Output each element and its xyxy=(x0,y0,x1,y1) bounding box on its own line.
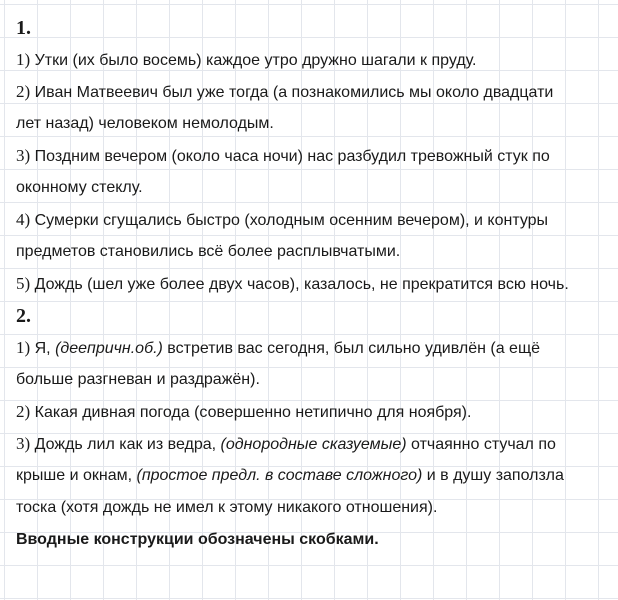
section-1-item-5 xyxy=(16,268,600,300)
footer-note: Вводные конструкции обозначены скобками. xyxy=(16,531,379,548)
item-text: Какая дивная погода (совершенно нетипично для ноября). xyxy=(34,404,472,421)
item-number: 2) xyxy=(16,82,31,101)
item-text: тоска (хотя дождь не имел к этому никакого отношения). xyxy=(16,499,438,516)
item-number: 3) xyxy=(16,434,31,453)
item-text: оконному стеклу. xyxy=(16,179,143,196)
item-number: 1) xyxy=(16,50,31,69)
section-1-item-3 xyxy=(16,140,600,204)
section-2-item-2 xyxy=(16,396,600,428)
section-1-number: 1. xyxy=(16,17,31,39)
item-text: крыше и окнам, xyxy=(16,467,137,484)
item-text: Иван Матвеевич был уже тогда (а познакомились мы около двадцати xyxy=(34,84,554,101)
section-1-item-4 xyxy=(16,204,600,268)
item-number: 1) xyxy=(16,338,31,357)
section-2-item-1 xyxy=(16,332,600,396)
item-number: 4) xyxy=(16,210,31,229)
grammar-note: (деепричн.об.) xyxy=(55,340,163,357)
item-number: 2) xyxy=(16,402,31,421)
item-text: Я, xyxy=(34,340,56,357)
section-1-item-1 xyxy=(16,44,600,76)
grammar-note: (однородные сказуемые) xyxy=(220,436,407,453)
item-text: лет назад) человеком немолодым. xyxy=(16,115,274,132)
grammar-note: (простое предл. в составе сложного) xyxy=(136,467,423,484)
section-2-number: 2. xyxy=(16,305,31,327)
item-text: Дождь лил как из ведра, xyxy=(34,436,221,453)
item-text: больше разгневан и раздражён). xyxy=(16,371,260,388)
section-2-item-3 xyxy=(16,428,600,524)
item-text: встретив вас сегодня, был сильно удивлён (а ещё xyxy=(162,340,541,357)
section-1-item-2 xyxy=(16,76,600,140)
item-text: предметов становились всё более расплывчатыми. xyxy=(16,243,401,260)
item-number: 5) xyxy=(16,274,31,293)
item-text: Сумерки сгущались быстро (холодным осенним вечером), и контуры xyxy=(34,212,549,229)
item-number: 3) xyxy=(16,146,31,165)
item-text: Поздним вечером (около часа ночи) нас разбудил тревожный стук по xyxy=(34,148,550,165)
item-text: и в душу заползла xyxy=(422,467,564,484)
item-text: отчаянно стучал по xyxy=(406,436,556,453)
item-text: Дождь (шел уже более двух часов), казалось, не прекратится всю ночь. xyxy=(34,276,569,293)
item-text: Утки (их было восемь) каждое утро дружно шагали к пруду. xyxy=(34,52,477,69)
